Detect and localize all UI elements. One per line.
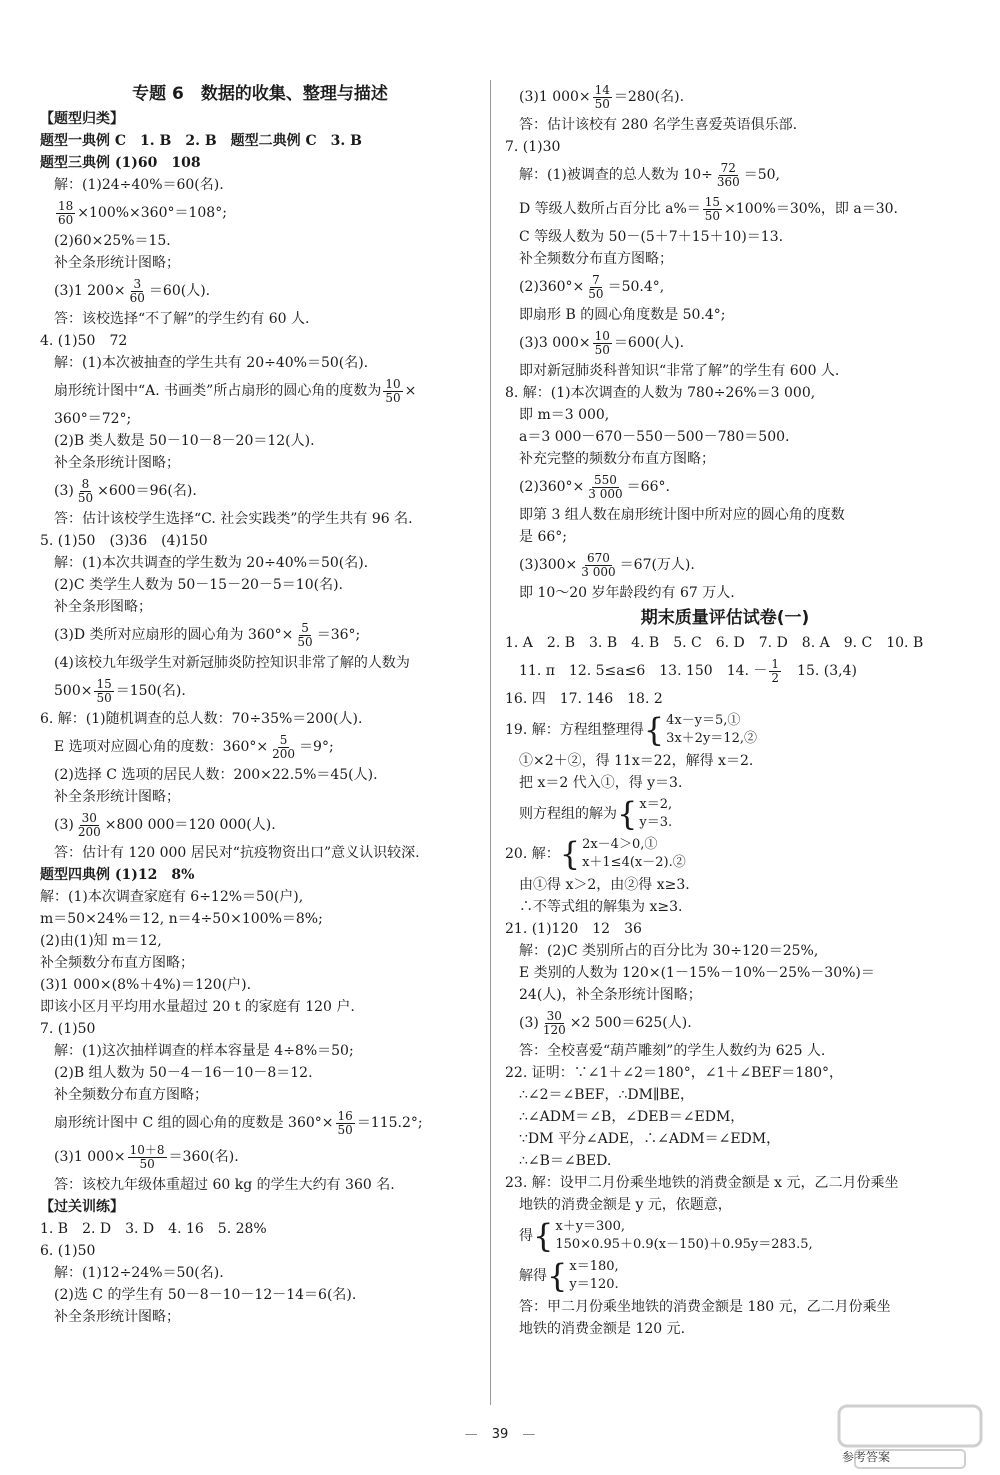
formula-prefix: (2)360°×: [519, 479, 585, 495]
formula-prefix: (3)1 200×: [54, 283, 126, 299]
right-column: [505, 80, 945, 1340]
equation-system: [505, 710, 945, 750]
formula-prefix: (3)300×: [519, 557, 578, 573]
formula-line: [40, 1140, 480, 1174]
formula-suffix: ＝66°.: [626, 479, 670, 495]
text-line: 答：全校喜爱“葫芦雕刻”的学生人数约为 625 人.: [519, 1043, 826, 1059]
formula-suffix: ＝9°;: [299, 739, 334, 755]
formula-suffix: ×600＝96(名).: [97, 483, 197, 499]
text-line: 解：(1)本次调查家庭有 6÷12%＝50(户),: [40, 889, 304, 905]
brace-symbol: {: [617, 795, 638, 833]
section-title: 期末质量评估试卷(一): [640, 607, 810, 628]
equation-line: y＝120.: [569, 1277, 619, 1292]
formula-suffix: ＝115.2°;: [356, 1115, 423, 1131]
formula-line: [40, 196, 480, 230]
text-line: 8. 解：(1)本次调查的人数为 780÷26%＝3 000,: [505, 385, 816, 401]
formula-line: [505, 192, 945, 226]
fraction-numerator: 5: [279, 732, 288, 747]
fraction-denominator: 50: [96, 690, 112, 705]
formula-suffix: ＝50,: [743, 167, 780, 183]
text-line: 补全条形图略；: [54, 599, 152, 615]
text-line: 答：甲二月份乘坐地铁的消费金额是 180 元，乙二月份乘坐: [519, 1299, 891, 1315]
formula-suffix: ＝280(名).: [613, 89, 685, 105]
equation-line: x＋y＝300,: [555, 1219, 625, 1234]
equation-line: x＝2,: [639, 797, 673, 812]
equation-system: [505, 794, 945, 834]
formula-prefix: 扇形统计图中“A. 书画类”所占扇形的圆心角的度数为: [54, 383, 382, 399]
fraction-denominator: 360: [716, 174, 740, 189]
fraction: [715, 162, 742, 189]
fraction-denominator: 50: [594, 96, 610, 111]
formula-prefix: (2)360°×: [519, 279, 585, 295]
fraction-denominator: 50: [337, 1122, 353, 1137]
formula-suffix: ×100%×360°＝108°;: [77, 205, 227, 221]
fraction-denominator: 2: [771, 670, 780, 685]
text-line: (2)B 组人数为 50－4－16－10－8＝12.: [54, 1065, 313, 1081]
text-line: 答：估计该校有 280 名学生喜爱英语俱乐部.: [519, 117, 798, 133]
text-line: 补全条形统计图略；: [54, 1309, 180, 1325]
text-line: (2)60×25%＝15.: [54, 233, 171, 249]
equation-lines: [666, 712, 757, 748]
text-line: ∴不等式组的解集为 x≥3.: [519, 899, 683, 915]
formula-suffix: ×100%＝30%，即 a＝30.: [724, 201, 898, 217]
fraction-numerator: 3: [133, 276, 142, 291]
equation-line: 4x－y＝5,①: [666, 713, 741, 728]
left-column: [40, 80, 480, 1328]
formula-line: [40, 274, 480, 308]
text-line: ∴∠B＝∠BED.: [519, 1153, 612, 1169]
text-line: 补全条形统计图略；: [54, 455, 180, 471]
formula-suffix: ＝600(人).: [613, 335, 685, 351]
text-line: 7. (1)30: [505, 139, 561, 155]
text-line: ∴∠ADM＝∠B，∠DEB＝∠EDM，: [519, 1109, 745, 1125]
formula-suffix: ＝50.4°,: [607, 279, 665, 295]
equation-system: [505, 834, 945, 874]
brace-symbol: {: [533, 1217, 554, 1255]
text-line: E 类别的人数为 120×(1－15%－10%－25%－30%)＝: [519, 965, 875, 981]
fraction-denominator: 50: [594, 342, 610, 357]
formula-line: [505, 80, 945, 114]
text-line: 21. (1)120 12 36: [505, 921, 642, 937]
text-line: 补全条形统计图略；: [54, 789, 180, 805]
text-line: ∵DM 平分∠ADE，∴∠ADM＝∠EDM，: [519, 1131, 781, 1147]
fraction-numerator: 30: [546, 1008, 562, 1023]
brace-symbol: {: [547, 1257, 568, 1295]
formula-line: [505, 470, 945, 504]
text-line: 1. A 2. B 3. B 4. B 5. C 6. D 7. D 8. A 9. C 10. B: [505, 635, 924, 651]
equation-prefix: 解得: [505, 1268, 547, 1284]
text-line: 4. (1)50 72: [40, 333, 128, 349]
formula-suffix: ＝67(万人).: [619, 557, 695, 573]
formula-suffix: ＝36°;: [316, 627, 361, 643]
text-line: (2)C 类学生人数为 50－15－20－5＝10(名).: [54, 577, 343, 593]
fraction-numerator: 5: [301, 620, 309, 635]
text-line: (3)1 000×(8%＋4%)＝120(户).: [40, 977, 252, 993]
fraction: [593, 84, 612, 111]
text-line: 23. 解：设甲二月份乘坐地铁的消费金额是 x 元，乙二月份乘坐: [505, 1175, 899, 1191]
fraction-denominator: 3 000: [581, 564, 616, 579]
formula-prefix: 500×: [54, 683, 93, 699]
formula-line: [40, 808, 480, 842]
equation-line: x＋1≤4(x－2).②: [582, 855, 686, 870]
equation-line: 2x－4＞0,①: [582, 837, 658, 852]
heading-line: 【过关训练】: [40, 1199, 124, 1215]
watermark-logo: [835, 1400, 985, 1472]
formula-prefix: 解：(1)被调查的总人数为 10÷: [519, 167, 713, 183]
text-line: 地铁的消费金额是 120 元.: [519, 1321, 686, 1337]
equation-line: 150×0.95＋0.9(x－150)＋0.95y＝283.5,: [555, 1237, 813, 1252]
text-line: 即 10～20 岁年龄段约有 67 万人.: [519, 585, 735, 601]
formula-line: [505, 326, 945, 360]
formula-line: [505, 548, 945, 582]
formula-suffix: ＝150(名).: [115, 683, 186, 699]
equation-prefix: 20. 解：: [505, 846, 560, 862]
formula-suffix: ＝360(名).: [168, 1149, 239, 1165]
fraction: [336, 1110, 355, 1137]
fraction: [586, 474, 624, 501]
text-line: 即该小区月平均用水量超过 20 t 的家庭有 120 户.: [40, 999, 355, 1015]
fraction-denominator: 50: [704, 208, 721, 223]
text-line: 即第 3 组人数在扇形统计图中所对应的圆心角的度数: [519, 507, 845, 523]
formula-line: [505, 1006, 945, 1040]
equation-lines: [569, 1258, 618, 1294]
text-line: 补全频数分布直方图略；: [519, 251, 673, 267]
fraction-denominator: 200: [77, 824, 101, 839]
formula-prefix: 11. π 12. 5≤a≤6 13. 150 14. －: [519, 663, 768, 679]
formula-line: [40, 1106, 480, 1140]
text-line: ①×2＋②，得 11x＝22，解得 x＝2.: [519, 753, 754, 769]
formula-line: [40, 618, 480, 652]
formula-line: [40, 474, 480, 508]
formula-prefix: D 等级人数所占百分比 a%＝: [519, 201, 701, 217]
text-line: 22. 证明：∵∠1＋∠2＝180°，∠1＋∠BEF＝180°，: [505, 1065, 844, 1081]
fraction-denominator: 60: [58, 212, 74, 227]
formula-line: [505, 270, 945, 304]
fraction: [295, 622, 314, 649]
section-title: 专题 6 数据的收集、整理与描述: [132, 83, 388, 104]
fraction-numerator: 10＋8: [129, 1142, 165, 1157]
fraction-numerator: 10: [594, 328, 610, 343]
fraction-numerator: 550: [594, 472, 617, 487]
text-line: 把 x＝2 代入①，得 y＝3.: [519, 775, 683, 791]
formula-prefix: (3)1 000×: [54, 1149, 126, 1165]
fraction: [94, 678, 113, 705]
formula-prefix: (3)1 000×: [519, 89, 591, 105]
text-line: 解：(1)24÷40%＝60(名).: [54, 177, 224, 193]
text-line: 7. (1)50: [40, 1021, 96, 1037]
fraction: [128, 1144, 167, 1171]
text-line: 答：该校九年级体重超过 60 kg 的学生大约有 360 名.: [54, 1177, 395, 1193]
fraction: [76, 812, 103, 839]
fraction-denominator: 50: [297, 634, 313, 649]
text-line: 6. 解：(1)随机调查的总人数：70÷35%＝200(人).: [40, 711, 363, 727]
heading-line: 【题型归类】: [40, 111, 124, 127]
fraction: [586, 274, 605, 301]
fraction-numerator: 10: [385, 376, 401, 391]
fraction: [579, 552, 617, 579]
footer-dash-left: —: [464, 1427, 478, 1442]
text-line: 是 66°;: [519, 529, 567, 545]
fraction: [128, 278, 147, 305]
fraction: [541, 1010, 568, 1037]
text-line: ∴∠2＝∠BEF，∴DM∥BE，: [519, 1087, 694, 1103]
fraction-numerator: 15: [704, 194, 721, 209]
text-line: 解：(1)本次被抽查的学生共有 20÷40%＝50(名).: [54, 355, 369, 371]
formula-prefix: 扇形统计图中 C 组的圆心角的度数是 360°×: [54, 1115, 334, 1131]
text-line: 补全频数分布直方图略；: [54, 1087, 208, 1103]
formula-prefix: E 选项对应圆心角的度数：360°×: [54, 739, 269, 755]
text-line: 由①得 x＞2，由②得 x≥3.: [519, 877, 690, 893]
formula-line: [40, 374, 480, 408]
fraction-numerator: 1: [771, 656, 780, 671]
fraction-numerator: 72: [720, 160, 736, 175]
fraction-denominator: 3 000: [588, 486, 623, 501]
text-line: 解：(2)C 类别所占的百分比为 30÷120＝25%,: [519, 943, 819, 959]
text-line: 即扇形 B 的圆心角度数是 50.4°;: [519, 307, 726, 323]
fraction-denominator: 50: [139, 1156, 155, 1171]
brace-symbol: {: [559, 835, 581, 873]
text-line: 解：(1)这次抽样调查的样本容量是 4÷8%＝50;: [54, 1043, 354, 1059]
equation-line: y＝3.: [639, 815, 673, 830]
formula-prefix: (3)D 类所对应扇形的圆心角为 360°×: [54, 627, 294, 643]
column-divider: [490, 80, 491, 1405]
text-line: 24(人)，补全条形统计图略；: [519, 987, 702, 1003]
formula-suffix: ＝60(人).: [148, 283, 211, 299]
formula-prefix: (3): [54, 817, 74, 833]
brace-symbol: {: [643, 711, 665, 749]
text-line: 地铁的消费金额是 y 元，依题意，: [519, 1197, 732, 1213]
footer-tag: 参考答案: [842, 1450, 891, 1464]
formula-line: [505, 158, 945, 192]
text-line: 6. (1)50: [40, 1243, 96, 1259]
text-line: (2)B 类人数是 50－10－8－20＝12(人).: [54, 433, 315, 449]
fraction-numerator: 8: [81, 476, 90, 491]
footer-dash-right: —: [522, 1427, 536, 1442]
text-line: (2)由(1)知 m＝12,: [40, 933, 162, 949]
equation-system: [505, 1256, 945, 1296]
page-number: 39: [491, 1427, 509, 1442]
formula-line: [505, 654, 945, 688]
fraction: [56, 200, 75, 227]
text-line: 补全条形统计图略；: [54, 255, 180, 271]
text-line: (2)选择 C 选项的居民人数：200×22.5%＝45(人).: [54, 767, 378, 783]
text-line: 360°＝72°;: [54, 411, 132, 427]
formula-prefix: (3): [519, 1015, 539, 1031]
formula-prefix: (3)3 000×: [519, 335, 591, 351]
equation-lines: [582, 836, 686, 872]
equation-lines: [639, 796, 672, 832]
text-line: 答：该校选择“不了解”的学生约有 60 人.: [54, 311, 310, 327]
equation-prefix: 19. 解：方程组整理得: [505, 722, 644, 738]
text-line: (2)选 C 的学生有 50－8－10－12－14＝6(名).: [54, 1287, 357, 1303]
equation-prefix: 则方程组的解为: [505, 806, 617, 822]
heading-line: 题型三典例 (1)60 108: [40, 155, 201, 171]
formula-suffix: ×800 000＝120 000(人).: [104, 817, 276, 833]
fraction: [703, 196, 722, 223]
fraction: [769, 658, 781, 685]
text-line: 答：估计有 120 000 居民对“抗疫物资出口”意义认识较深.: [54, 845, 420, 861]
text-line: 16. 四 17. 146 18. 2: [505, 691, 663, 707]
fraction: [270, 734, 297, 761]
fraction-denominator: 120: [542, 1022, 566, 1037]
text-line: 补全频数分布直方图略；: [40, 955, 194, 971]
fraction-denominator: 50: [588, 286, 604, 301]
fraction: [383, 378, 402, 405]
fraction-denominator: 60: [129, 290, 145, 305]
text-line: (4)该校九年级学生对新冠肺炎防控知识非常了解的人数为: [54, 655, 410, 671]
text-line: 答：估计该校学生选择“C. 社会实践类”的学生共有 96 名.: [54, 511, 413, 527]
equation-prefix: 得: [505, 1228, 533, 1244]
formula-prefix: (3): [54, 483, 74, 499]
text-line: 即 m＝3 000,: [519, 407, 610, 423]
fraction-numerator: 7: [592, 272, 600, 287]
fraction: [76, 478, 95, 505]
text-line: 5. (1)50 (3)36 (4)150: [40, 533, 208, 549]
fraction-denominator: 50: [385, 390, 401, 405]
fraction-numerator: 30: [81, 810, 97, 825]
fraction-denominator: 50: [77, 490, 94, 505]
fraction-numerator: 18: [58, 198, 74, 213]
fraction-numerator: 15: [96, 676, 112, 691]
text-line: 解：(1)12÷24%＝50(名).: [54, 1265, 224, 1281]
formula-suffix: 15. (3,4): [783, 663, 857, 679]
equation-system: [505, 1216, 945, 1256]
fraction-numerator: 14: [594, 82, 610, 97]
formula-suffix: ×: [404, 383, 417, 399]
fraction-numerator: 670: [587, 550, 610, 565]
formula-line: [40, 674, 480, 708]
heading-line: 题型一典例 C 1. B 2. B 题型二典例 C 3. B: [40, 133, 362, 149]
equation-lines: [555, 1218, 812, 1254]
heading-line: 题型四典例 (1)12 8%: [40, 867, 195, 883]
text-line: m＝50×24%＝12, n＝4÷50×100%＝8%;: [40, 911, 323, 927]
text-line: 1. B 2. D 3. D 4. 16 5. 28%: [40, 1221, 267, 1237]
fraction: [593, 330, 612, 357]
text-line: 补充完整的频数分布直方图略；: [519, 451, 715, 467]
text-line: 解：(1)本次共调查的学生数为 20÷40%＝50(名).: [54, 555, 369, 571]
text-line: a＝3 000－670－550－500－780＝500.: [519, 429, 790, 445]
formula-suffix: ×2 500＝625(人).: [569, 1015, 692, 1031]
text-line: C 等级人数为 50－(5＋7＋15＋10)＝13.: [519, 229, 784, 245]
fraction-numerator: 16: [337, 1108, 353, 1123]
formula-line: [40, 730, 480, 764]
equation-line: x＝180,: [569, 1259, 619, 1274]
fraction-denominator: 200: [272, 746, 296, 761]
equation-line: 3x＋2y＝12,②: [666, 731, 757, 746]
text-line: 即对新冠肺炎科普知识“非常了解”的学生有 600 人.: [519, 363, 840, 379]
